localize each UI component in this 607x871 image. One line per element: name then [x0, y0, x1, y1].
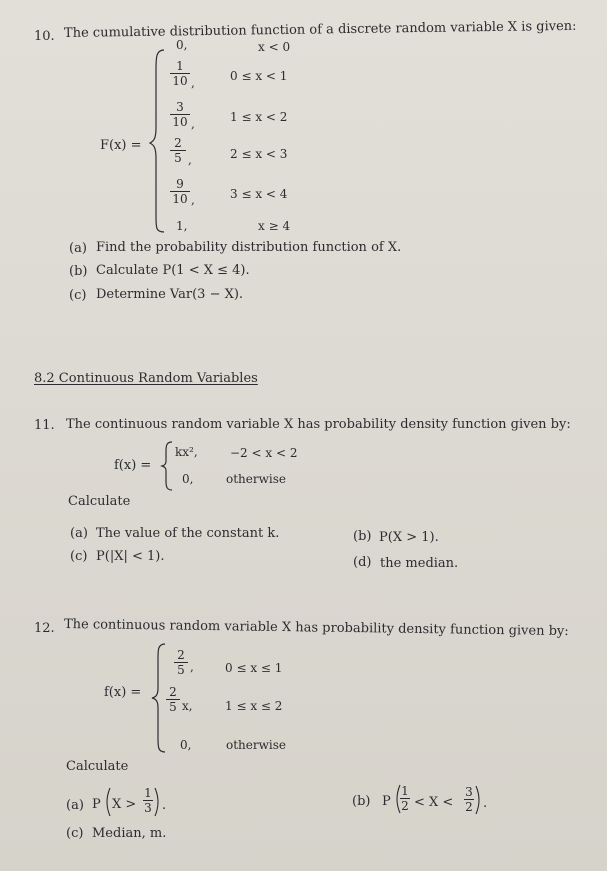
q12-part-b-num2: 3 — [465, 785, 473, 799]
q12-case-1-tail: x, — [182, 699, 193, 713]
q12-part-a-den: 3 — [144, 801, 152, 815]
q10-case-1-comma: , — [191, 76, 195, 90]
q10-case-2-den: 10 — [172, 115, 188, 129]
q10-case-3-fraction — [170, 137, 186, 164]
q11-part-b-text: P(X > 1). — [379, 530, 439, 545]
q10-case-2-comma: , — [191, 117, 195, 131]
q10-part-b-text: Calculate P(1 < X ≤ 4). — [96, 263, 250, 278]
q12-part-a-mid: X > — [112, 797, 137, 812]
q10-case-5-cond: x ≥ 4 — [258, 219, 291, 233]
q10-case-0-value: 0, — [176, 38, 188, 52]
q10-part-b-label: (b) — [69, 264, 88, 279]
q11-brace — [160, 441, 174, 491]
q10-case-2-num: 3 — [176, 100, 184, 114]
q12-part-b-pre: P — [382, 794, 391, 809]
q12-part-b-fraction-1 — [400, 785, 410, 812]
q12-part-a-fraction — [143, 787, 153, 814]
q10-number: 10. — [34, 29, 55, 44]
q10-case-3-cond: 2 ≤ x < 3 — [230, 147, 288, 161]
q12-part-a-num: 1 — [144, 786, 152, 800]
q11-part-c-text: P(|X| < 1). — [96, 549, 165, 564]
q12-number: 12. — [34, 621, 55, 636]
q12-case-2-cond: otherwise — [226, 738, 286, 752]
q12-part-b-num1: 1 — [401, 784, 409, 798]
q12-case-1-num: 2 — [169, 685, 177, 699]
q11-part-d-label: (d) — [353, 555, 372, 570]
q11-part-a-label: (a) — [70, 526, 88, 541]
q10-case-2-cond: 1 ≤ x < 2 — [230, 110, 288, 124]
q10-case-1-den: 10 — [172, 74, 188, 88]
q10-text: The cumulative distribution function of a discrete random variable X is given: — [63, 18, 577, 41]
q12-lhs: f(x) = — [104, 685, 142, 700]
q12-part-a-right-paren — [154, 787, 162, 817]
q10-case-4-den: 10 — [172, 192, 188, 206]
q11-case-0-cond: −2 < x < 2 — [230, 446, 298, 460]
q10-brace — [148, 48, 168, 234]
q12-case-0-fraction — [174, 649, 188, 676]
q10-case-1-num: 1 — [176, 59, 184, 73]
q12-case-0-num: 2 — [177, 648, 185, 662]
q10-case-2-fraction — [170, 101, 190, 128]
q12-part-b-right-paren — [475, 785, 483, 815]
q10-case-0-cond: x < 0 — [258, 40, 291, 54]
q10-case-4-cond: 3 ≤ x < 4 — [230, 187, 288, 201]
q10-part-c-label: (c) — [69, 288, 87, 303]
q10-case-1-fraction — [170, 60, 190, 87]
q12-part-b-den1: 2 — [401, 799, 409, 813]
q12-part-a-post: . — [162, 798, 167, 813]
q12-calculate: Calculate — [66, 759, 129, 774]
q10-case-4-num: 9 — [176, 177, 184, 191]
q12-case-2-value: 0, — [180, 738, 192, 752]
q12-part-b-den2: 2 — [465, 800, 473, 814]
q11-part-d-text: the median. — [380, 556, 459, 571]
q12-case-1-den: 5 — [169, 700, 177, 714]
section-heading: 8.2 Continuous Random Variables — [34, 371, 258, 386]
q12-case-1-cond: 1 ≤ x ≤ 2 — [225, 699, 283, 713]
q12-part-c-text: Median, m. — [92, 826, 167, 841]
q12-part-b-label: (b) — [352, 794, 371, 809]
q10-case-3-comma: , — [188, 153, 192, 167]
q10-case-5-value: 1, — [176, 219, 188, 233]
q12-case-1-fraction — [166, 686, 180, 713]
q11-part-b-label: (b) — [353, 529, 372, 544]
q11-calculate: Calculate — [68, 494, 131, 509]
q11-case-1-value: 0, — [182, 472, 194, 486]
q11-part-c-label: (c) — [70, 549, 88, 564]
q10-case-3-den: 5 — [174, 151, 182, 165]
q10-part-a-label: (a) — [69, 241, 87, 256]
q12-case-0-comma: , — [190, 660, 194, 674]
q11-part-a-text: The value of the constant k. — [96, 526, 280, 541]
q11-case-1-cond: otherwise — [226, 472, 286, 486]
q11-lhs: f(x) = — [114, 458, 152, 473]
q10-case-4-comma: , — [191, 193, 195, 207]
q10-case-3-num: 2 — [174, 136, 182, 150]
q12-part-b-post: . — [483, 796, 488, 811]
q11-text: The continuous random variable X has probability density function given by: — [66, 417, 571, 432]
q10-part-a-text: Find the probability distribution function of X. — [96, 240, 402, 255]
q10-case-4-fraction — [170, 178, 190, 205]
q12-part-a-left-paren — [103, 787, 111, 817]
q12-part-b-fraction-2 — [464, 786, 474, 813]
q10-part-c-text: Determine Var(3 − X). — [96, 287, 244, 302]
q12-case-0-den: 5 — [177, 663, 185, 677]
q10-case-1-cond: 0 ≤ x < 1 — [230, 69, 288, 83]
q11-case-0-value: kx², — [175, 445, 198, 459]
q12-part-c-label: (c) — [66, 826, 84, 841]
q12-part-a-label: (a) — [66, 798, 84, 813]
q12-text: The continuous random variable X has probability density function given by: — [63, 617, 569, 640]
q12-part-a-pre: P — [92, 797, 101, 812]
q10-lhs: F(x) = — [100, 138, 142, 153]
q11-number: 11. — [34, 418, 55, 433]
q12-part-b-mid: < X < — [414, 795, 454, 810]
q12-case-0-cond: 0 ≤ x ≤ 1 — [225, 661, 283, 675]
